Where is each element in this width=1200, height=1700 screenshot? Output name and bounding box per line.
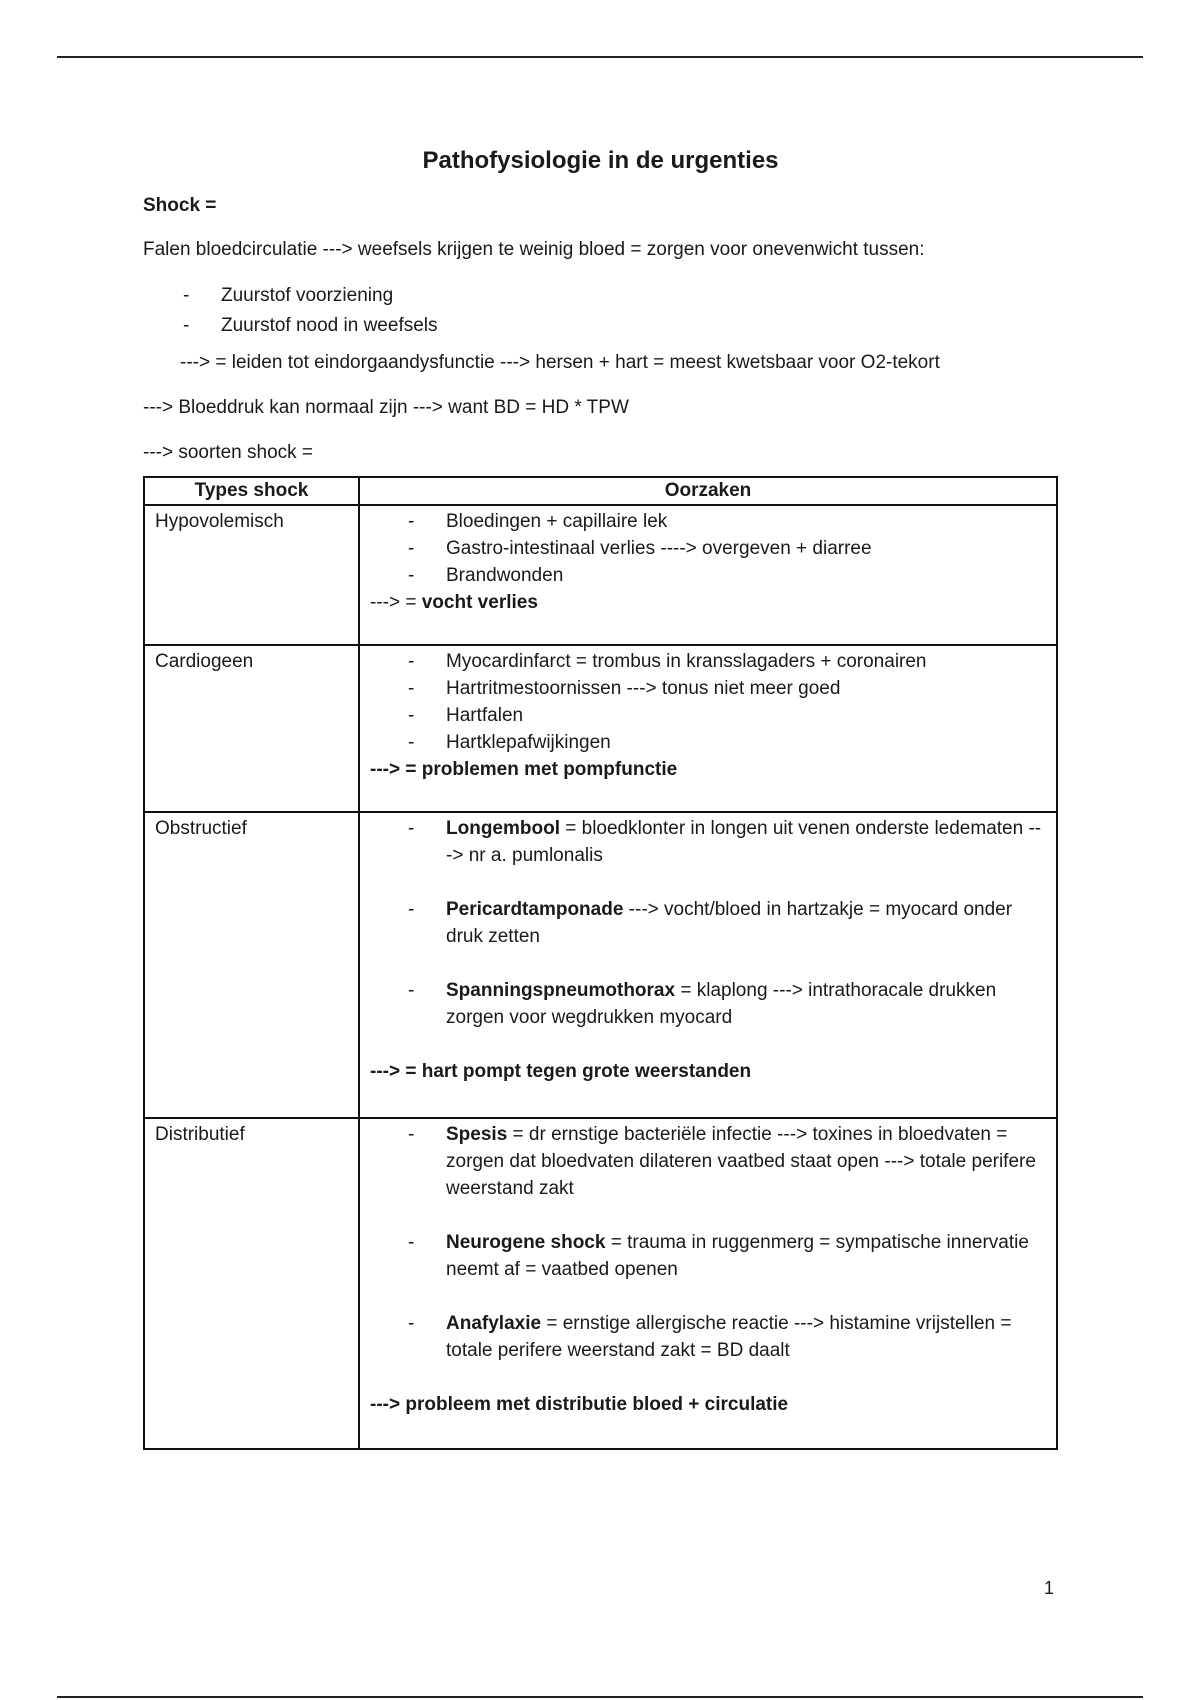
shock-type-cell: Obstructief [144,812,359,1118]
imbalance-list [143,281,1058,341]
causes-list [370,648,1046,756]
page-number: 1 [1044,1578,1055,1598]
cause-item: - Spesis = dr ernstige bacteriële infectie ---> toxines in bloedvaten = zorgen dat bloedvaten dilateren vaatbed staat open ---> totale perifere weerstand zakt [408,1121,1046,1202]
cause-item: - Anafylaxie = ernstige allergische reactie ---> histamine vrijstellen = totale perifere weerstand zakt = BD daalt [408,1310,1046,1364]
row-summary: ---> = hart pompt tegen grote weerstanden [370,1061,752,1082]
cause-item: - Pericardtamponade ---> vocht/bloed in hartzakje = myocard onder druk zetten [408,896,1046,950]
cause-item: - Hartfalen [408,702,1046,729]
intro-paragraph: Falen bloedcirculatie ---> weefsels krijgen te weinig bloed = zorgen voor onevenwicht tussen: [143,239,925,260]
bloodpressure-paragraph: ---> Bloeddruk kan normaal zijn ---> want BD = HD * TPW [143,397,629,418]
table-row [144,505,1057,645]
causes-list [370,815,1046,1031]
table-row [144,645,1057,812]
cause-item: - Spanningspneumothorax = klaplong ---> intrathoracale drukken zorgen voor wegdrukken myocard [408,977,1046,1031]
cause-item: - Brandwonden [408,562,1046,589]
causes-cell [359,645,1057,812]
row-summary: ---> = problemen met pompfunctie [370,759,678,780]
shock-type-cell: Cardiogeen [144,645,359,812]
consequence-paragraph: ---> = leiden tot eindorgaandysfunctie ---> hersen + hart = meest kwetsbaar voor O2-tekort [180,352,940,373]
row-summary: ---> probleem met distributie bloed + circulatie [370,1394,789,1415]
cause-item: - Neurogene shock = trauma in ruggenmerg = sympatische innervatie neemt af = vaatbed openen [408,1229,1046,1283]
cause-item: - Myocardinfarct = trombus in kransslagaders + coronairen [408,648,1046,675]
shock-type-cell: Hypovolemisch [144,505,359,645]
shock-types-intro: ---> soorten shock = [143,442,314,463]
cause-item: - Hartritmestoornissen ---> tonus niet meer goed [408,675,1046,702]
column-header-types: Types shock [144,477,359,505]
causes-list [370,1121,1046,1364]
causes-cell [359,1118,1057,1449]
cause-item: - Hartklepafwijkingen [408,729,1046,756]
shock-type-cell: Distributief [144,1118,359,1449]
list-item: - Zuurstof nood in weefsels [183,311,1058,341]
list-item: - Zuurstof voorziening [183,281,1058,311]
shock-types-table [143,476,1058,1450]
table-row [144,812,1057,1118]
footer-rule [57,1696,1143,1698]
row-summary: ---> = vocht verlies [370,592,538,613]
table-header-row [144,477,1057,505]
document-body [143,140,1058,1450]
header-rule [57,56,1143,58]
table-row [144,1118,1057,1449]
cause-item: - Longembool = bloedklonter in longen uit venen onderste ledematen ---> nr a. pumlonalis [408,815,1046,869]
causes-cell [359,812,1057,1118]
cause-item: - Bloedingen + capillaire lek [408,508,1046,535]
column-header-causes: Oorzaken [359,477,1057,505]
shock-label: Shock = [143,195,217,216]
page-title: Pathofysiologie in de urgenties [422,147,779,174]
causes-list [370,508,1046,589]
cause-item: - Gastro-intestinaal verlies ----> overgeven + diarree [408,535,1046,562]
causes-cell [359,505,1057,645]
